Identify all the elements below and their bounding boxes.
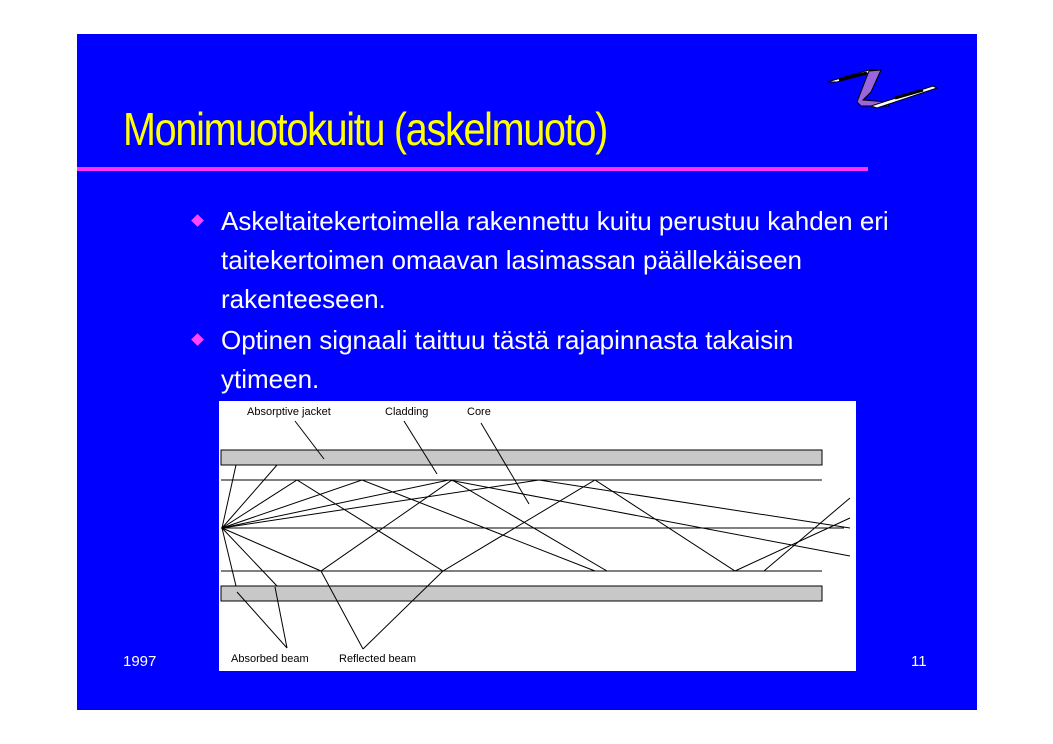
ray-absorbed (222, 465, 236, 528)
company-logo-icon (823, 66, 939, 114)
bullet-item (189, 202, 889, 319)
diamond-bullet-icon (191, 214, 204, 227)
pointer-reflected-beam (321, 571, 363, 649)
bullet-text: Askeltaitekertoimella rakennettu kuitu perustuu kahden eri taitekertoimen omaavan lasimassan päällekäiseen rakenteeseen. (221, 206, 889, 314)
ray-absorbed (222, 528, 236, 586)
title-underline (77, 167, 868, 171)
slide-title: Monimuotokuitu (askelmuoto) (123, 103, 608, 155)
label-reflected-beam: Reflected beam (339, 653, 417, 665)
pointer-cladding (404, 421, 437, 474)
bullet-item (189, 321, 889, 399)
label-cladding: Cladding (385, 406, 429, 418)
bullet-text: Optinen signaali taittuu tästä rajapinnasta takaisin ytimeen. (221, 325, 794, 394)
diamond-bullet-icon (191, 333, 204, 346)
absorptive-jacket-top (221, 450, 822, 465)
label-absorptive-jacket: Absorptive jacket (247, 406, 331, 418)
ray-reflected (222, 480, 850, 571)
bullet-list (189, 202, 889, 401)
fiber-diagram (219, 401, 856, 671)
ray-reflected (222, 480, 595, 571)
pointer-reflected-beam (363, 571, 443, 649)
ray-absorbed (222, 528, 277, 586)
ray-reflected (222, 480, 850, 571)
absorptive-jacket-bottom (221, 586, 822, 601)
label-core: Core (467, 406, 491, 418)
slide (77, 34, 977, 710)
footer-year: 1997 (123, 653, 157, 670)
ray-reflected (222, 480, 850, 528)
page-number: 11 (911, 653, 927, 670)
label-absorbed-beam: Absorbed beam (231, 653, 309, 665)
